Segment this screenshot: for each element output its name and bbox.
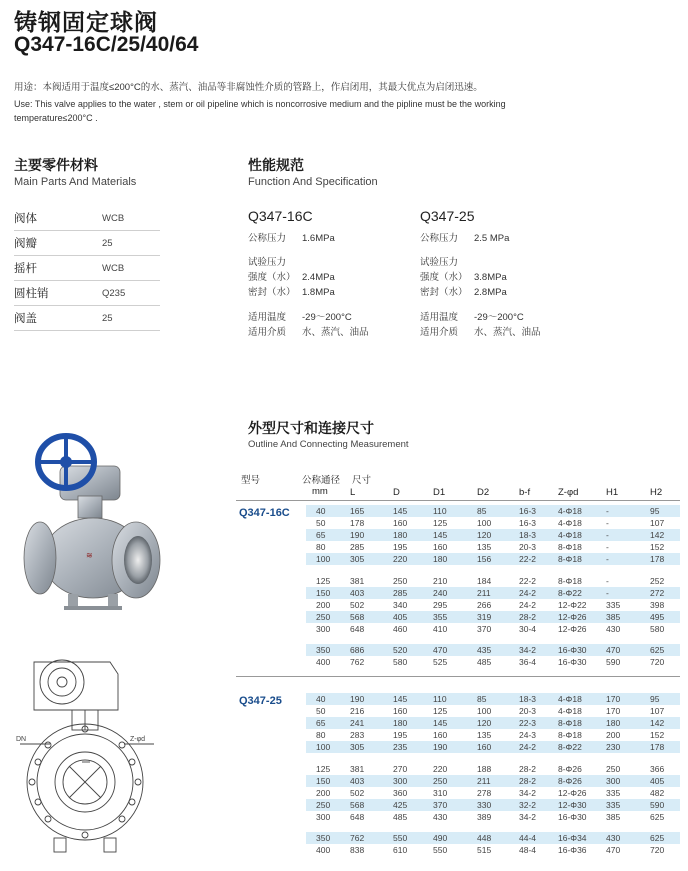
- table-cell: 305: [350, 554, 365, 565]
- group-model: Q347-25: [239, 695, 282, 707]
- table-cell: 160: [393, 518, 408, 529]
- table-cell: 220: [393, 554, 408, 565]
- table-cell: -: [606, 518, 609, 529]
- table-cell: 285: [393, 587, 408, 598]
- header-size: 尺寸: [352, 475, 372, 486]
- part-name: 阀体: [14, 213, 37, 225]
- table-cell: 470: [433, 645, 448, 655]
- table-cell: 370: [477, 623, 492, 634]
- table-cell: 340: [393, 599, 408, 610]
- table-cell: 425: [393, 799, 408, 810]
- spec-seal: 密封（水） 1.8MPa: [248, 287, 335, 298]
- table-cell: 250: [393, 575, 408, 586]
- table-divider: [236, 500, 680, 501]
- table-cell: 366: [650, 763, 665, 774]
- table-cell: 170: [606, 706, 621, 717]
- table-cell: 400: [316, 657, 331, 668]
- table-cell: 4-Φ18: [558, 530, 582, 541]
- table-cell: 142: [650, 718, 665, 729]
- header-col: L: [350, 487, 356, 498]
- table-cell: 160: [433, 542, 448, 553]
- table-cell: 178: [350, 518, 365, 529]
- table-cell: 150: [316, 587, 331, 598]
- table-cell: 165: [350, 506, 365, 516]
- usage-cn: 用途：本阀适用于温度≤200°C的水、蒸汽、油品等非腐蚀性介质的管路上，作启闭用，其最大优点为启闭迅速。: [14, 82, 483, 93]
- table-cell: 40: [316, 694, 326, 704]
- table-cell: 16-3: [519, 506, 537, 516]
- table-cell: 48-4: [519, 845, 537, 856]
- table-cell: 145: [433, 530, 448, 541]
- table-cell: 100: [316, 554, 331, 565]
- table-cell: 350: [316, 833, 331, 843]
- drawing-label-dn: DN: [16, 736, 27, 743]
- table-cell: 190: [350, 694, 365, 704]
- table-cell: -: [606, 506, 609, 516]
- parts-title-en: Main Parts And Materials: [14, 176, 137, 188]
- table-cell: 235: [393, 742, 408, 753]
- table-cell: 405: [650, 775, 665, 786]
- table-cell: 580: [650, 623, 665, 634]
- table-cell: 360: [393, 787, 408, 798]
- table-cell: 448: [477, 833, 492, 843]
- table-cell: 838: [350, 845, 365, 856]
- table-cell: 568: [350, 799, 365, 810]
- header-dn-unit: mm: [312, 486, 328, 497]
- spec-medium: 适用介质 水、蒸汽、油品: [248, 327, 369, 338]
- parts-table: [14, 206, 160, 331]
- table-cell: 125: [433, 518, 448, 529]
- table-cell: 16-Φ36: [558, 845, 587, 856]
- table-cell: 550: [433, 845, 448, 856]
- table-cell: 495: [650, 611, 665, 622]
- table-cell: 4-Φ18: [558, 506, 582, 516]
- table-cell: 211: [477, 587, 491, 598]
- table-cell: 525: [433, 657, 448, 668]
- table-cell: 8-Φ26: [558, 763, 582, 774]
- table-cell: 686: [350, 645, 365, 655]
- table-cell: 170: [606, 694, 621, 704]
- part-material: 25: [102, 237, 113, 249]
- table-cell: 34-2: [519, 787, 537, 798]
- table-cell: 310: [433, 787, 448, 798]
- table-cell: 278: [477, 787, 492, 798]
- table-cell: 241: [350, 718, 365, 729]
- table-cell: 152: [650, 542, 665, 553]
- table-cell: 188: [477, 763, 492, 774]
- parts-row: [14, 306, 160, 331]
- table-cell: 24-2: [519, 599, 537, 610]
- table-cell: 152: [650, 730, 665, 741]
- spec-strength: 强度（水） 3.8MPa: [420, 272, 507, 283]
- table-cell: 762: [350, 657, 365, 668]
- table-cell: 625: [650, 833, 665, 843]
- table-divider: [236, 676, 680, 677]
- table-cell: 430: [606, 623, 621, 634]
- table-cell: 28-2: [519, 763, 537, 774]
- header-dn: 公称通径: [302, 475, 341, 486]
- table-cell: -: [606, 587, 609, 598]
- table-cell: 100: [477, 518, 492, 529]
- table-cell: 110: [433, 506, 447, 516]
- table-cell: 95: [650, 694, 660, 704]
- table-cell: 625: [650, 645, 665, 655]
- part-material: WCB: [102, 212, 125, 224]
- table-cell: 335: [606, 599, 621, 610]
- table-cell: -: [606, 575, 609, 586]
- table-cell: 762: [350, 833, 365, 843]
- table-cell: 160: [477, 742, 492, 753]
- table-cell: -: [606, 554, 609, 565]
- table-cell: 8-Φ22: [558, 742, 582, 753]
- table-cell: 180: [606, 718, 621, 729]
- table-cell: 350: [316, 645, 331, 655]
- table-cell: 195: [393, 730, 408, 741]
- table-cell: 8-Φ18: [558, 730, 582, 741]
- table-cell: 156: [477, 554, 492, 565]
- table-cell: 8-Φ18: [558, 575, 582, 586]
- table-cell: 18-3: [519, 694, 537, 704]
- dims-title-en: Outline And Connecting Measurement: [248, 439, 409, 450]
- table-cell: 381: [350, 575, 365, 586]
- table-cell: 22-3: [519, 718, 537, 729]
- table-cell: 460: [393, 623, 408, 634]
- header-col: D2: [477, 487, 490, 498]
- parts-row: [14, 256, 160, 281]
- parts-row: [14, 281, 160, 306]
- header-col: D1: [433, 487, 446, 498]
- table-cell: 32-2: [519, 799, 537, 810]
- spec-medium: 适用介质 水、蒸汽、油品: [420, 327, 541, 338]
- table-cell: 180: [393, 530, 408, 541]
- table-cell: 430: [433, 811, 448, 822]
- table-cell: 135: [477, 542, 492, 553]
- table-cell: 125: [433, 706, 448, 717]
- table-cell: 100: [477, 706, 492, 717]
- table-cell: 4-Φ18: [558, 694, 582, 704]
- table-cell: 283: [350, 730, 365, 741]
- table-cell: 36-4: [519, 657, 537, 668]
- table-cell: 178: [650, 554, 665, 565]
- table-cell: 12-Φ26: [558, 623, 587, 634]
- table-cell: 211: [477, 775, 491, 786]
- table-cell: 16-3: [519, 518, 537, 529]
- table-cell: 8-Φ18: [558, 542, 582, 553]
- table-cell: 65: [316, 530, 326, 541]
- table-cell: 34-2: [519, 645, 537, 655]
- table-cell: 125: [316, 763, 331, 774]
- table-cell: 285: [350, 542, 365, 553]
- part-name: 圆柱销: [14, 288, 49, 300]
- spec-block-16c: [248, 208, 369, 339]
- spec-title-cn: 性能规范: [248, 157, 304, 173]
- table-cell: 180: [433, 554, 448, 565]
- table-cell: 403: [350, 587, 365, 598]
- table-cell: 12-Φ26: [558, 611, 587, 622]
- spec-title-en: Function And Specification: [248, 176, 378, 188]
- spec-pressure: 公称压力 2.5 MPa: [420, 233, 510, 244]
- table-cell: 12-Φ26: [558, 787, 587, 798]
- table-cell: -: [606, 530, 609, 541]
- table-cell: 485: [477, 657, 492, 668]
- table-cell: 145: [393, 694, 408, 704]
- parts-row: [14, 231, 160, 256]
- table-cell: 16-Φ30: [558, 657, 587, 668]
- table-cell: 305: [350, 742, 365, 753]
- part-material: 25: [102, 312, 113, 324]
- table-cell: 8-Φ18: [558, 554, 582, 565]
- table-cell: 502: [350, 787, 365, 798]
- parts-title-cn: 主要零件材料: [14, 157, 98, 173]
- table-cell: 180: [393, 718, 408, 729]
- table-cell: 319: [477, 611, 492, 622]
- table-cell: 50: [316, 518, 326, 529]
- table-cell: 142: [650, 530, 665, 541]
- part-name: 阀盖: [14, 313, 37, 325]
- dims-title-cn: 外型尺寸和连接尺寸: [248, 420, 374, 436]
- table-cell: 190: [433, 742, 448, 753]
- table-cell: 389: [477, 811, 492, 822]
- table-cell: 410: [433, 623, 448, 634]
- table-cell: 120: [477, 530, 492, 541]
- table-cell: 8-Φ18: [558, 718, 582, 729]
- table-cell: 12-Φ30: [558, 799, 587, 810]
- svg-text:≋: ≋: [86, 551, 93, 560]
- table-cell: 22-2: [519, 554, 537, 565]
- table-cell: 200: [316, 787, 331, 798]
- table-cell: 515: [477, 845, 492, 856]
- table-cell: 28-2: [519, 775, 537, 786]
- table-cell: 200: [316, 599, 331, 610]
- part-material: Q235: [102, 287, 126, 299]
- table-cell: 250: [316, 799, 331, 810]
- table-cell: 300: [316, 623, 331, 634]
- table-cell: 184: [477, 575, 492, 586]
- spec-seal: 密封（水） 2.8MPa: [420, 287, 507, 298]
- valve-photo: [18, 418, 168, 618]
- table-cell: 550: [393, 833, 408, 843]
- table-cell: 470: [606, 845, 621, 856]
- table-cell: 210: [433, 575, 448, 586]
- parts-row: [14, 206, 160, 231]
- table-cell: 300: [606, 775, 621, 786]
- drawing-label-zd: Z-φd: [130, 736, 146, 743]
- table-cell: 20-3: [519, 542, 537, 553]
- table-cell: 250: [316, 611, 331, 622]
- usage-en: Use: This valve applies to the water , stem or oil pipeline which is noncorrosive medium and the pipline must be the working temperature≤200°C .: [14, 99, 506, 123]
- table-cell: 648: [350, 811, 365, 822]
- table-cell: 720: [650, 845, 665, 856]
- table-cell: 335: [606, 799, 621, 810]
- table-cell: 160: [433, 730, 448, 741]
- table-cell: 145: [393, 506, 408, 516]
- table-cell: 18-3: [519, 530, 537, 541]
- table-cell: 230: [606, 742, 621, 753]
- table-cell: 24-2: [519, 742, 537, 753]
- table-cell: 648: [350, 623, 365, 634]
- table-cell: 30-4: [519, 623, 537, 634]
- table-cell: 580: [393, 657, 408, 668]
- table-cell: 135: [477, 730, 492, 741]
- table-cell: 16-Φ30: [558, 811, 587, 822]
- table-cell: 266: [477, 599, 492, 610]
- table-cell: 145: [433, 718, 448, 729]
- table-cell: 355: [433, 611, 448, 622]
- table-cell: 85: [477, 506, 487, 516]
- table-cell: 252: [650, 575, 665, 586]
- model-title: Q347-16C/25/40/64: [14, 33, 199, 56]
- table-cell: 195: [393, 542, 408, 553]
- spec-temp: 适用温度 -29～200°C: [248, 312, 352, 323]
- table-cell: 250: [433, 775, 448, 786]
- table-cell: 125: [316, 575, 331, 586]
- table-cell: 485: [393, 811, 408, 822]
- table-cell: 95: [650, 506, 660, 516]
- table-cell: 16-Φ34: [558, 833, 587, 843]
- table-cell: 44-4: [519, 833, 537, 843]
- table-cell: -: [606, 542, 609, 553]
- table-cell: 107: [650, 518, 665, 529]
- table-cell: 24-2: [519, 587, 537, 598]
- spec-block-25: [420, 208, 541, 339]
- table-cell: 4-Φ18: [558, 518, 582, 529]
- table-cell: 160: [393, 706, 408, 717]
- table-cell: 590: [650, 799, 665, 810]
- header-col: Z-φd: [558, 487, 579, 498]
- spec-test-label: 试验压力: [420, 257, 459, 268]
- part-material: WCB: [102, 262, 125, 274]
- table-cell: 272: [650, 587, 665, 598]
- table-cell: 398: [650, 599, 665, 610]
- page-title: 铸钢固定球阀: [14, 9, 158, 35]
- table-cell: 270: [393, 763, 408, 774]
- table-cell: 335: [606, 787, 621, 798]
- table-cell: 295: [433, 599, 448, 610]
- table-cell: 220: [433, 763, 448, 774]
- table-cell: 370: [433, 799, 448, 810]
- spec-test-label: 试验压力: [248, 257, 287, 268]
- table-cell: 24-3: [519, 730, 537, 741]
- table-cell: 502: [350, 599, 365, 610]
- table-cell: 34-2: [519, 811, 537, 822]
- table-cell: 385: [606, 811, 621, 822]
- table-cell: 381: [350, 763, 365, 774]
- table-cell: 625: [650, 811, 665, 822]
- table-cell: 240: [433, 587, 448, 598]
- table-cell: 300: [316, 811, 331, 822]
- table-cell: 200: [606, 730, 621, 741]
- table-cell: 430: [606, 833, 621, 843]
- part-name: 阀瓣: [14, 238, 37, 250]
- header-col: H2: [650, 487, 663, 498]
- table-cell: 80: [316, 730, 326, 741]
- table-cell: 50: [316, 706, 326, 717]
- table-cell: 520: [393, 645, 408, 655]
- header-col: b-f: [519, 487, 531, 498]
- table-cell: 80: [316, 542, 326, 553]
- table-cell: 107: [650, 706, 665, 717]
- table-cell: 590: [606, 657, 621, 668]
- table-cell: 385: [606, 611, 621, 622]
- table-cell: 568: [350, 611, 365, 622]
- table-cell: 85: [477, 694, 487, 704]
- table-cell: 120: [477, 718, 492, 729]
- table-cell: 40: [316, 506, 326, 516]
- table-cell: 16-Φ30: [558, 645, 587, 655]
- table-cell: 28-2: [519, 611, 537, 622]
- table-cell: 12-Φ22: [558, 599, 587, 610]
- spec-pressure: 公称压力 1.6MPa: [248, 233, 335, 244]
- table-cell: 720: [650, 657, 665, 668]
- header-model: 型号: [241, 475, 261, 486]
- spec-model: Q347-16C: [248, 208, 313, 224]
- spec-model: Q347-25: [420, 208, 475, 224]
- table-cell: 8-Φ26: [558, 775, 582, 786]
- table-cell: 610: [393, 845, 408, 856]
- table-cell: 22-2: [519, 575, 537, 586]
- table-cell: 110: [433, 694, 447, 704]
- table-cell: 216: [350, 706, 365, 717]
- table-cell: 482: [650, 787, 665, 798]
- table-cell: 20-3: [519, 706, 537, 717]
- table-cell: 330: [477, 799, 492, 810]
- header-col: H1: [606, 487, 619, 498]
- group-model: Q347-16C: [239, 507, 290, 519]
- table-cell: 470: [606, 645, 621, 655]
- table-cell: 8-Φ22: [558, 587, 582, 598]
- part-name: 摇杆: [14, 263, 37, 275]
- table-cell: 405: [393, 611, 408, 622]
- spec-strength: 强度（水） 2.4MPa: [248, 272, 335, 283]
- header-col: D: [393, 487, 400, 498]
- table-cell: 150: [316, 775, 331, 786]
- table-cell: 435: [477, 645, 492, 655]
- table-cell: 100: [316, 742, 331, 753]
- spec-temp: 适用温度 -29～200°C: [420, 312, 524, 323]
- valve-drawing: [14, 652, 164, 862]
- table-cell: 490: [433, 833, 448, 843]
- table-cell: 250: [606, 763, 621, 774]
- table-cell: 65: [316, 718, 326, 729]
- table-cell: 400: [316, 845, 331, 856]
- table-cell: 300: [393, 775, 408, 786]
- table-cell: 403: [350, 775, 365, 786]
- table-cell: 4-Φ18: [558, 706, 582, 717]
- table-cell: 190: [350, 530, 365, 541]
- table-cell: 178: [650, 742, 665, 753]
